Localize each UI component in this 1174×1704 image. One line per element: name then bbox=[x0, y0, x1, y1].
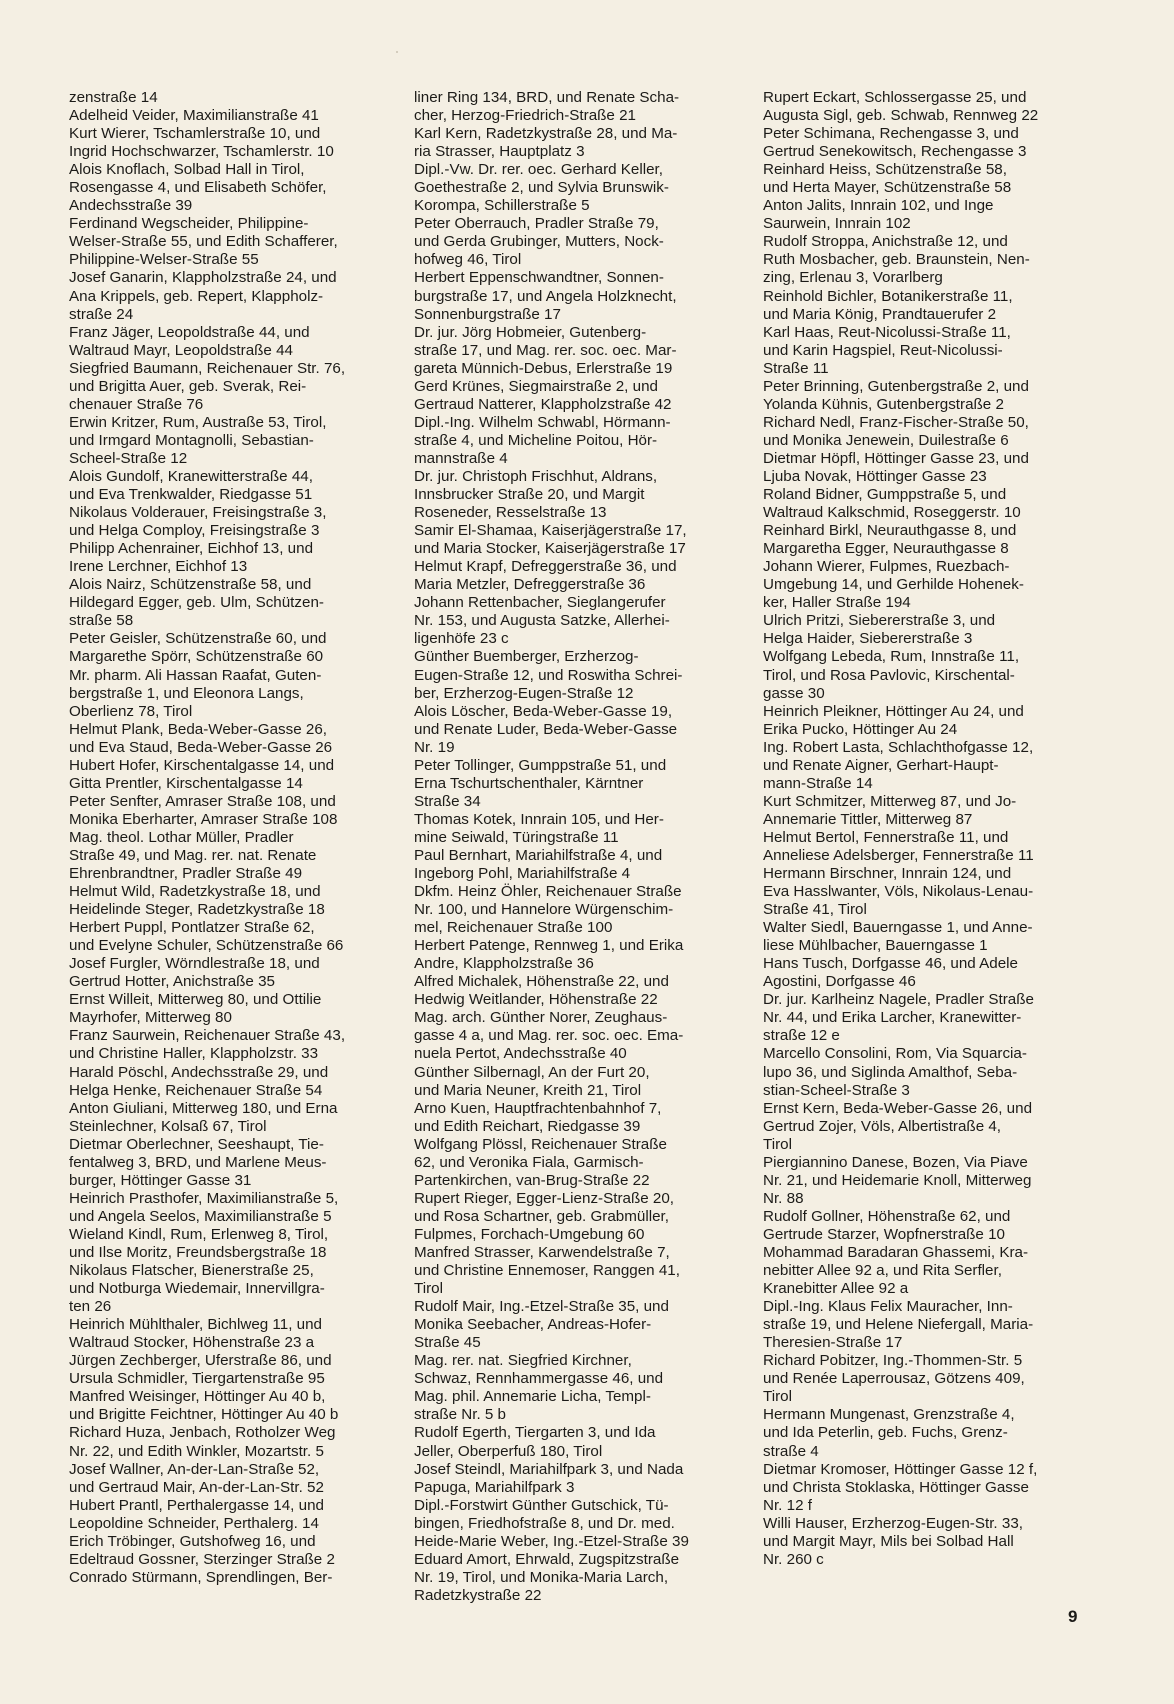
text-line: ria Strasser, Hauptplatz 3 bbox=[414, 143, 585, 161]
text-line: Manfred Weisinger, Höttinger Au 40 b, bbox=[69, 1388, 326, 1406]
text-line: chenauer Straße 76 bbox=[69, 395, 204, 413]
text-line: und Evelyne Schuler, Schützenstraße 66 bbox=[69, 937, 344, 955]
text-line: Peter Senfter, Amraser Straße 108, und bbox=[69, 792, 336, 810]
text-line: und Helga Comploy, Freisingstraße 3 bbox=[69, 522, 320, 540]
text-line: und Maria König, Prandtauerufer 2 bbox=[763, 305, 997, 323]
text-line: Ing. Robert Lasta, Schlachthofgasse 12, bbox=[763, 738, 1034, 756]
text-line: und Edith Reichart, Riedgasse 39 bbox=[414, 1117, 641, 1135]
text-line: Hubert Prantl, Perthalergasse 14, und bbox=[69, 1496, 324, 1514]
text-line: und Eva Staud, Beda-Weber-Gasse 26 bbox=[69, 738, 333, 756]
text-line: Margaretha Egger, Neurauthgasse 8 bbox=[763, 540, 1009, 558]
text-line: und Margit Mayr, Mils bei Solbad Hall bbox=[763, 1532, 1014, 1550]
text-line: Marcello Consolini, Rom, Via Squarcia- bbox=[763, 1045, 1027, 1063]
text-line: Ana Krippels, geb. Repert, Klappholz- bbox=[69, 287, 324, 305]
text-line: Monika Seebacher, Andreas-Hofer- bbox=[414, 1316, 652, 1334]
text-line: straße 19, und Helene Niefergall, Maria- bbox=[763, 1316, 1034, 1334]
text-line: stian-Scheel-Straße 3 bbox=[763, 1081, 910, 1099]
text-line: Mr. pharm. Ali Hassan Raafat, Guten- bbox=[69, 666, 322, 684]
text-line: Ferdinand Wegscheider, Philippine- bbox=[69, 215, 309, 233]
text-line: Alois Gundolf, Kranewitterstraße 44, bbox=[69, 467, 313, 485]
text-line: Dipl.-Vw. Dr. rer. oec. Gerhard Keller, bbox=[414, 161, 663, 179]
text-line: Herbert Eppenschwandtner, Sonnen- bbox=[414, 269, 664, 287]
text-line: Alois Löscher, Beda-Weber-Gasse 19, bbox=[414, 702, 673, 720]
text-line: Straße 34 bbox=[414, 792, 481, 810]
text-line: Kurt Wierer, Tschamlerstraße 10, und bbox=[69, 125, 321, 143]
text-line: und Renée Laperrousaz, Götzens 409, bbox=[763, 1370, 1025, 1388]
text-line: Straße 49, und Mag. rer. nat. Renate bbox=[69, 846, 317, 864]
text-line: Mag. theol. Lothar Müller, Pradler bbox=[69, 828, 294, 846]
text-line: cher, Herzog-Friedrich-Straße 21 bbox=[414, 107, 636, 125]
text-column-2 bbox=[414, 89, 732, 1605]
text-line: Conrado Stürmann, Sprendlingen, Ber- bbox=[69, 1568, 333, 1586]
text-line: Karl Kern, Radetzkystraße 28, und Ma- bbox=[414, 125, 678, 143]
text-line: Maria Metzler, Defreggerstraße 36 bbox=[414, 576, 646, 594]
text-line: Ingeborg Pohl, Mariahilfstraße 4 bbox=[414, 865, 631, 883]
text-line: Wolfgang Plössl, Reichenauer Straße bbox=[414, 1135, 667, 1153]
text-line: hofweg 46, Tirol bbox=[414, 251, 522, 269]
text-line: Helga Henke, Reichenauer Straße 54 bbox=[69, 1081, 323, 1099]
text-line: und Notburga Wiedemair, Innervillgra- bbox=[69, 1280, 325, 1298]
text-line: Oberlienz 78, Tirol bbox=[69, 702, 193, 720]
text-line: Saurwein, Innrain 102 bbox=[763, 215, 911, 233]
text-line: Heinrich Pleikner, Höttinger Au 24, und bbox=[763, 702, 1024, 720]
text-line: Dipl.-Ing. Wilhelm Schwabl, Hörmann- bbox=[414, 413, 671, 431]
text-line: und Christa Stoklaska, Höttinger Gasse bbox=[763, 1478, 1029, 1496]
text-line: straße 24 bbox=[69, 305, 134, 323]
text-line: Nikolaus Flatscher, Bienerstraße 25, bbox=[69, 1262, 314, 1280]
text-line: Dipl.-Ing. Klaus Felix Mauracher, Inn- bbox=[763, 1298, 1013, 1316]
text-line: Erna Tschurtschenthaler, Kärntner bbox=[414, 774, 644, 792]
text-line: nebitter Allee 92 a, und Rita Serfler, bbox=[763, 1262, 1002, 1280]
text-line: und Maria Stocker, Kaiserjägerstraße 17 bbox=[414, 540, 686, 558]
text-line: straße 4 bbox=[763, 1442, 819, 1460]
text-line: Yolanda Kühnis, Gutenbergstraße 2 bbox=[763, 395, 1004, 413]
text-line: Heidelinde Steger, Radetzkystraße 18 bbox=[69, 901, 325, 919]
text-line: Siegfried Baumann, Reichenauer Str. 76, bbox=[69, 359, 346, 377]
text-line: Dietmar Kromoser, Höttinger Gasse 12 f, bbox=[763, 1460, 1038, 1478]
text-line: Richard Huza, Jenbach, Rotholzer Weg bbox=[69, 1424, 336, 1442]
text-line: Rosengasse 4, und Elisabeth Schöfer, bbox=[69, 179, 327, 197]
text-line: Rudolf Mair, Ing.-Etzel-Straße 35, und bbox=[414, 1298, 669, 1316]
text-line: Schwaz, Rennhammergasse 46, und bbox=[414, 1370, 664, 1388]
text-line: Dr. jur. Christoph Frischhut, Aldrans, bbox=[414, 467, 658, 485]
text-line: Franz Saurwein, Reichenauer Straße 43, bbox=[69, 1027, 346, 1045]
text-line: mine Seiwald, Türingstraße 11 bbox=[414, 828, 619, 846]
text-line: Umgebung 14, und Gerhilde Hohenek- bbox=[763, 576, 1024, 594]
text-line: Eva Hasslwanter, Völs, Nikolaus-Lenau- bbox=[763, 883, 1034, 901]
text-line: Samir El-Shamaa, Kaiserjägerstraße 17, bbox=[414, 522, 687, 540]
text-line: gareta Münnich-Debus, Erlerstraße 19 bbox=[414, 359, 673, 377]
text-line: Heinrich Prasthofer, Maximilianstraße 5, bbox=[69, 1189, 339, 1207]
text-line: Manfred Strasser, Karwendelstraße 7, bbox=[414, 1244, 670, 1261]
text-line: Piergiannino Danese, Bozen, Via Piave bbox=[763, 1153, 1028, 1171]
text-line: Josef Steindl, Mariahilfpark 3, und Nada bbox=[414, 1460, 684, 1478]
text-line: Dr. jur. Karlheinz Nagele, Pradler Straße bbox=[763, 991, 1034, 1009]
text-line: Philipp Achenrainer, Eichhof 13, und bbox=[69, 540, 314, 558]
text-line: mel, Reichenauer Straße 100 bbox=[414, 919, 613, 937]
text-line: straße Nr. 5 b bbox=[414, 1406, 506, 1424]
text-line: burger, Höttinger Gasse 31 bbox=[69, 1171, 252, 1189]
text-line: Tirol, und Rosa Pavlovic, Kirschental- bbox=[763, 666, 1015, 684]
text-line: Paul Bernhart, Mariahilfstraße 4, und bbox=[414, 846, 663, 864]
page-number: 9 bbox=[1068, 1607, 1078, 1626]
text-line: und Gerda Grubinger, Mutters, Nock- bbox=[414, 233, 664, 251]
text-line: Mohammad Baradaran Ghassemi, Kra- bbox=[763, 1244, 1029, 1261]
text-line: Dietmar Höpfl, Höttinger Gasse 23, und bbox=[763, 449, 1029, 467]
text-line: Eduard Amort, Ehrwald, Zugspitzstraße bbox=[414, 1550, 680, 1568]
text-line: Waltraud Stocker, Höhenstraße 23 a bbox=[69, 1334, 315, 1352]
text-line: Kranebitter Allee 92 a bbox=[763, 1280, 909, 1298]
text-line: Ernst Willeit, Mitterweg 80, und Ottilie bbox=[69, 991, 322, 1009]
text-line: bingen, Friedhofstraße 8, und Dr. med. bbox=[414, 1514, 675, 1532]
text-line: Wolfgang Lebeda, Rum, Innstraße 11, bbox=[763, 648, 1020, 666]
text-line: Innsbrucker Straße 20, und Margit bbox=[414, 486, 645, 504]
text-line: Arno Kuen, Hauptfrachtenbahnhof 7, bbox=[414, 1099, 662, 1117]
text-line: Gertrud Hotter, Anichstraße 35 bbox=[69, 973, 275, 991]
text-line: Edeltraud Gossner, Sterzinger Straße 2 bbox=[69, 1550, 335, 1568]
text-line: Richard Nedl, Franz-Fischer-Straße 50, bbox=[763, 413, 1029, 431]
text-line: Nr. 19, Tirol, und Monika-Maria Larch, bbox=[414, 1568, 669, 1586]
text-line: Harald Pöschl, Andechsstraße 29, und bbox=[69, 1063, 329, 1081]
text-line: Gitta Prentler, Kirschentalgasse 14 bbox=[69, 774, 303, 792]
text-line: zenstraße 14 bbox=[69, 89, 158, 106]
text-line: Mag. arch. Günther Norer, Zeughaus- bbox=[414, 1009, 668, 1027]
text-line: Dipl.-Forstwirt Günther Gutschick, Tü- bbox=[414, 1496, 669, 1514]
text-line: und Christine Ennemoser, Ranggen 41, bbox=[414, 1262, 680, 1280]
text-line: Josef Furgler, Wörndlestraße 18, und bbox=[69, 955, 320, 973]
text-line: Ehrenbrandtner, Pradler Straße 49 bbox=[69, 865, 303, 883]
text-line: gasse 30 bbox=[763, 684, 825, 702]
text-line: Philippine-Welser-Straße 55 bbox=[69, 251, 259, 269]
text-line: Hermann Birschner, Innrain 124, und bbox=[763, 865, 1012, 883]
text-line: und Brigitte Feichtner, Höttinger Au 40 b bbox=[69, 1406, 339, 1424]
text-line: Gertraud Natterer, Klappholzstraße 42 bbox=[414, 395, 672, 413]
text-line: Alois Knoflach, Solbad Hall in Tirol, bbox=[69, 161, 305, 179]
text-line: Anneliese Adelsberger, Fennerstraße 11 bbox=[763, 846, 1034, 864]
text-line: lupo 36, und Siglinda Amalthof, Seba- bbox=[763, 1063, 1018, 1081]
text-line: straße 12 e bbox=[763, 1027, 840, 1045]
text-line: Augusta Sigl, geb. Schwab, Rennweg 22 bbox=[763, 107, 1039, 125]
text-line: Walter Siedl, Bauerngasse 1, und Anne- bbox=[763, 919, 1033, 937]
text-line: straße 58 bbox=[69, 612, 134, 630]
text-line: Franz Jäger, Leopoldstraße 44, und bbox=[69, 323, 310, 341]
text-line: ten 26 bbox=[69, 1298, 112, 1316]
text-line: Erich Tröbinger, Gutshofweg 16, und bbox=[69, 1532, 316, 1550]
text-line: Anton Jalits, Innrain 102, und Inge bbox=[763, 197, 994, 215]
text-line: Papuga, Mariahilfpark 3 bbox=[414, 1478, 575, 1496]
text-line: Erika Pucko, Höttinger Au 24 bbox=[763, 720, 958, 738]
text-line: Gertrude Starzer, Wopfnerstraße 10 bbox=[763, 1225, 1005, 1243]
text-line: Thomas Kotek, Innrain 105, und Her- bbox=[414, 810, 664, 828]
text-line: Radetzkystraße 22 bbox=[414, 1586, 542, 1604]
text-line: Ljuba Novak, Höttinger Gasse 23 bbox=[763, 467, 987, 485]
text-line: Waltraud Mayr, Leopoldstraße 44 bbox=[69, 341, 293, 359]
text-line: und Renate Luder, Beda-Weber-Gasse bbox=[414, 720, 678, 738]
text-line: und Maria Neuner, Kreith 21, Tirol bbox=[414, 1081, 642, 1099]
text-line: Gertrud Zojer, Völs, Albertistraße 4, bbox=[763, 1117, 1002, 1135]
text-line: Partenkirchen, van-Brug-Straße 22 bbox=[414, 1171, 650, 1189]
text-line: Josef Ganarin, Klappholzstraße 24, und bbox=[69, 269, 337, 287]
text-line: Reinhard Birkl, Neurauthgasse 8, und bbox=[763, 522, 1017, 540]
text-line: Peter Geisler, Schützenstraße 60, und bbox=[69, 630, 327, 648]
text-line: straße 17, und Mag. rer. soc. oec. Mar- bbox=[414, 341, 677, 359]
text-line: Wieland Kindl, Rum, Erlenweg 8, Tirol, bbox=[69, 1225, 329, 1243]
text-line: Tirol bbox=[414, 1280, 443, 1298]
text-line: Goethestraße 2, und Sylvia Brunswik- bbox=[414, 179, 669, 197]
text-line: Fulpmes, Forchach-Umgebung 60 bbox=[414, 1225, 645, 1243]
text-line: Tirol bbox=[763, 1388, 792, 1406]
text-line: Agostini, Dorfgasse 46 bbox=[763, 973, 916, 991]
text-line: Dr. jur. Jörg Hobmeier, Gutenberg- bbox=[414, 323, 647, 341]
text-line: ligenhöfe 23 c bbox=[414, 630, 509, 648]
text-line: Nr. 21, und Heidemarie Knoll, Mitterweg bbox=[763, 1171, 1032, 1189]
text-line: Jeller, Oberperfuß 180, Tirol bbox=[414, 1442, 603, 1460]
text-line: Heide-Marie Weber, Ing.-Etzel-Straße 39 bbox=[414, 1532, 689, 1550]
text-line: Anton Giuliani, Mitterweg 180, und Erna bbox=[69, 1099, 338, 1117]
text-line: und Karin Hagspiel, Reut-Nicolussi- bbox=[763, 341, 1003, 359]
text-line: mannstraße 4 bbox=[414, 449, 508, 467]
text-line: Richard Pobitzer, Ing.-Thommen-Str. 5 bbox=[763, 1352, 1023, 1370]
text-line: zing, Erlenau 3, Vorarlberg bbox=[763, 269, 943, 287]
text-line: Nr. 153, und Augusta Satzke, Allerhei- bbox=[414, 612, 670, 630]
text-line: Steinlechner, Kolsaß 67, Tirol bbox=[69, 1117, 267, 1135]
text-line: Peter Tollinger, Gumppstraße 51, und bbox=[414, 756, 667, 774]
text-line: Eugen-Straße 12, und Roswitha Schrei- bbox=[414, 666, 683, 684]
text-line: und Eva Trenkwalder, Riedgasse 51 bbox=[69, 486, 313, 504]
text-line: straße 4, und Micheline Poitou, Hör- bbox=[414, 431, 658, 449]
text-line: Helmut Bertol, Fennerstraße 11, und bbox=[763, 828, 1009, 846]
text-line: Johann Rettenbacher, Sieglangerufer bbox=[414, 594, 666, 612]
text-line: und Rosa Schartner, geb. Grabmüller, bbox=[414, 1207, 669, 1225]
text-line: Heinrich Mühlthaler, Bichlweg 11, und bbox=[69, 1316, 322, 1334]
text-line: ker, Haller Straße 194 bbox=[763, 594, 911, 612]
text-line: Tirol bbox=[763, 1135, 792, 1153]
text-line: Erwin Kritzer, Rum, Austraße 53, Tirol, bbox=[69, 413, 327, 431]
text-line: Welser-Straße 55, und Edith Schafferer, bbox=[69, 233, 338, 251]
text-line: Scheel-Straße 12 bbox=[69, 449, 188, 467]
text-line: Adelheid Veider, Maximilianstraße 41 bbox=[69, 107, 319, 125]
text-line: nuela Pertot, Andechsstraße 40 bbox=[414, 1045, 627, 1063]
text-line: Theresien-Straße 17 bbox=[763, 1334, 903, 1352]
text-line: Roseneder, Resselstraße 13 bbox=[414, 504, 607, 522]
text-line: Alois Nairz, Schützenstraße 58, und bbox=[69, 576, 312, 594]
text-line: Nr. 44, und Erika Larcher, Kranewitter- bbox=[763, 1009, 1022, 1027]
text-line: Rudolf Gollner, Höhenstraße 62, und bbox=[763, 1207, 1011, 1225]
text-line: Nr. 12 f bbox=[763, 1496, 812, 1514]
text-line: Alfred Michalek, Höhenstraße 22, und bbox=[414, 973, 669, 991]
text-line: Straße 41, Tirol bbox=[763, 901, 867, 919]
text-line: Helga Haider, Siebererstraße 3 bbox=[763, 630, 973, 648]
text-line: Nikolaus Volderauer, Freisingstraße 3, bbox=[69, 504, 327, 522]
paper-speck bbox=[396, 51, 398, 53]
text-line: und Ida Peterlin, geb. Fuchs, Grenz- bbox=[763, 1424, 1008, 1442]
text-line: Ingrid Hochschwarzer, Tschamlerstr. 10 bbox=[69, 143, 334, 161]
text-line: Gerd Krünes, Siegmairstraße 2, und bbox=[414, 377, 658, 395]
text-line: Peter Brinning, Gutenbergstraße 2, und bbox=[763, 377, 1029, 395]
text-column-3 bbox=[763, 89, 1081, 1569]
text-line: Annemarie Tittler, Mitterweg 87 bbox=[763, 810, 973, 828]
text-line: und Gertraud Mair, An-der-Lan-Str. 52 bbox=[69, 1478, 324, 1496]
text-line: Hans Tusch, Dorfgasse 46, und Adele bbox=[763, 955, 1018, 973]
text-line: Hedwig Weitlander, Höhenstraße 22 bbox=[414, 991, 658, 1009]
text-line: Johann Wierer, Fulpmes, Ruezbach- bbox=[763, 558, 1010, 576]
text-line: Ernst Kern, Beda-Weber-Gasse 26, und bbox=[763, 1099, 1033, 1117]
text-line: Margarethe Spörr, Schützenstraße 60 bbox=[69, 648, 324, 666]
text-line: Nr. 19 bbox=[414, 738, 455, 756]
text-line: Roland Bidner, Gumppstraße 5, und bbox=[763, 486, 1007, 504]
text-line: liner Ring 134, BRD, und Renate Scha- bbox=[414, 89, 680, 106]
text-line: Karl Haas, Reut-Nicolussi-Straße 11, bbox=[763, 323, 1011, 341]
text-line: Gertrud Senekowitsch, Rechengasse 3 bbox=[763, 143, 1027, 161]
text-line: Mayrhofer, Mitterweg 80 bbox=[69, 1009, 232, 1027]
text-line: Waltraud Kalkschmid, Roseggerstr. 10 bbox=[763, 504, 1021, 522]
text-line: Nr. 260 c bbox=[763, 1550, 824, 1568]
text-line: Nr. 100, und Hannelore Würgenschim- bbox=[414, 901, 674, 919]
text-line: und Herta Mayer, Schützenstraße 58 bbox=[763, 179, 1012, 197]
text-line: und Brigitta Auer, geb. Sverak, Rei- bbox=[69, 377, 307, 395]
text-line: Herbert Puppl, Pontlatzer Straße 62, bbox=[69, 919, 315, 937]
text-line: ber, Erzherzog-Eugen-Straße 12 bbox=[414, 684, 634, 702]
text-line: Helmut Krapf, Defreggerstraße 36, und bbox=[414, 558, 677, 576]
text-line: Straße 11 bbox=[763, 359, 829, 377]
text-line: Hildegard Egger, geb. Ulm, Schützen- bbox=[69, 594, 324, 612]
text-line: und Monika Jenewein, Duilestraße 6 bbox=[763, 431, 1009, 449]
text-column-1 bbox=[69, 89, 387, 1587]
text-line: Kurt Schmitzer, Mitterweg 87, und Jo- bbox=[763, 792, 1017, 810]
text-line: Ulrich Pritzi, Siebererstraße 3, und bbox=[763, 612, 996, 630]
text-line: Herbert Patenge, Rennweg 1, und Erika bbox=[414, 937, 684, 955]
text-line: Helmut Plank, Beda-Weber-Gasse 26, bbox=[69, 720, 328, 738]
text-line: bergstraße 1, und Eleonora Langs, bbox=[69, 684, 304, 702]
text-line: Nr. 88 bbox=[763, 1189, 804, 1207]
text-line: Rupert Rieger, Egger-Lienz-Straße 20, bbox=[414, 1189, 675, 1207]
text-line: Günther Silbernagl, An der Furt 20, bbox=[414, 1063, 650, 1081]
text-line: Hubert Hofer, Kirschentalgasse 14, und bbox=[69, 756, 335, 774]
text-line: Jürgen Zechberger, Uferstraße 86, und bbox=[69, 1352, 332, 1370]
text-line: Andre, Klappholzstraße 36 bbox=[414, 955, 594, 973]
text-line: mann-Straße 14 bbox=[763, 774, 873, 792]
text-line: gasse 4 a, und Mag. rer. soc. oec. Ema- bbox=[414, 1027, 684, 1045]
text-line: Nr. 22, und Edith Winkler, Mozartstr. 5 bbox=[69, 1442, 324, 1460]
text-line: Josef Wallner, An-der-Lan-Straße 52, bbox=[69, 1460, 320, 1478]
text-line: und Ilse Moritz, Freundsbergstraße 18 bbox=[69, 1244, 327, 1261]
text-line: Peter Schimana, Rechengasse 3, und bbox=[763, 125, 1019, 143]
text-line: Hermann Mungenast, Grenzstraße 4, bbox=[763, 1406, 1015, 1424]
text-line: Helmut Wild, Radetzkystraße 18, und bbox=[69, 883, 321, 901]
text-line: Mag. rer. nat. Siegfried Kirchner, bbox=[414, 1352, 632, 1370]
text-line: Reinhold Bichler, Botanikerstraße 11, bbox=[763, 287, 1013, 305]
text-line: fentalweg 3, BRD, und Marlene Meus- bbox=[69, 1153, 327, 1171]
text-line: Rupert Eckart, Schlossergasse 25, und bbox=[763, 89, 1027, 106]
text-line: Dkfm. Heinz Öhler, Reichenauer Straße bbox=[414, 883, 682, 901]
text-line: und Angela Seelos, Maximilianstraße 5 bbox=[69, 1207, 332, 1225]
text-line: und Renate Aigner, Gerhart-Haupt- bbox=[763, 756, 999, 774]
text-line: Peter Oberrauch, Pradler Straße 79, bbox=[414, 215, 659, 233]
text-line: Straße 45 bbox=[414, 1334, 481, 1352]
text-line: burgstraße 17, und Angela Holzknecht, bbox=[414, 287, 677, 305]
text-line: und Irmgard Montagnolli, Sebastian- bbox=[69, 431, 314, 449]
text-line: Irene Lerchner, Eichhof 13 bbox=[69, 558, 248, 576]
text-line: 62, und Veronika Fiala, Garmisch- bbox=[414, 1153, 644, 1171]
text-line: Günther Buemberger, Erzherzog- bbox=[414, 648, 639, 666]
text-line: Reinhard Heiss, Schützenstraße 58, bbox=[763, 161, 1007, 179]
text-line: Monika Eberharter, Amraser Straße 108 bbox=[69, 810, 338, 828]
text-line: Dietmar Oberlechner, Seeshaupt, Tie- bbox=[69, 1135, 324, 1153]
text-line: Andechsstraße 39 bbox=[69, 197, 193, 215]
text-line: Leopoldine Schneider, Perthalerg. 14 bbox=[69, 1514, 319, 1532]
text-line: Korompa, Schillerstraße 5 bbox=[414, 197, 590, 215]
text-line: Sonnenburgstraße 17 bbox=[414, 305, 561, 323]
text-line: Mag. phil. Annemarie Licha, Templ- bbox=[414, 1388, 651, 1406]
text-line: Rudolf Stroppa, Anichstraße 12, und bbox=[763, 233, 1008, 251]
text-line: und Christine Haller, Klappholzstr. 33 bbox=[69, 1045, 319, 1063]
text-line: Rudolf Egerth, Tiergarten 3, und Ida bbox=[414, 1424, 656, 1442]
text-line: liese Mühlbacher, Bauerngasse 1 bbox=[763, 937, 988, 955]
text-line: Ursula Schmidler, Tiergartenstraße 95 bbox=[69, 1370, 325, 1388]
text-line: Willi Hauser, Erzherzog-Eugen-Str. 33, bbox=[763, 1514, 1023, 1532]
text-line: Ruth Mosbacher, geb. Braunstein, Nen- bbox=[763, 251, 1030, 269]
